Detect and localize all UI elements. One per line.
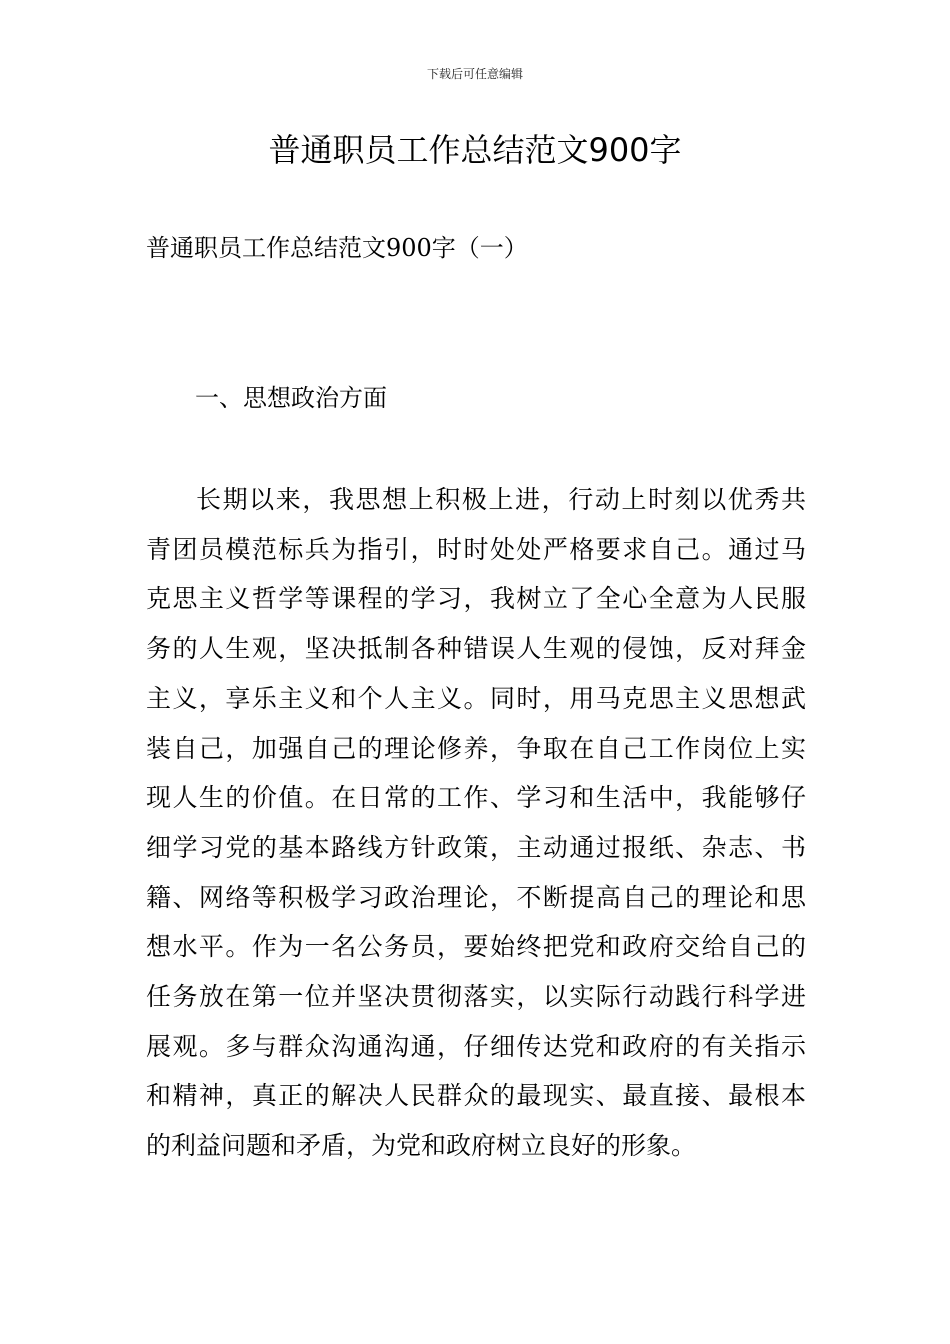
document-subtitle: 普通职员工作总结范文900字（一） [146,234,528,262]
body-paragraph [146,475,806,1171]
paragraph-line: 细学习党的基本路线方针政策，主动通过报纸、杂志、书 [146,832,806,862]
paragraph-line: 克思主义哲学等课程的学习，我树立了全心全意为人民服 [146,584,806,614]
paragraph-line: 青团员模范标兵为指引，时时处处严格要求自己。通过马 [146,534,806,564]
paragraph-line: 务的人生观，坚决抵制各种错误人生观的侵蚀，反对拜金 [146,634,806,664]
paragraph-line: 的利益问题和矛盾，为党和政府树立良好的形象。 [146,1131,697,1161]
document-title: 普通职员工作总结范文900字 [268,131,682,169]
paragraph-line: 现人生的价值。在日常的工作、学习和生活中，我能够仔 [146,783,806,813]
paragraph-line: 主义，享乐主义和个人主义。同时，用马克思主义思想武 [146,683,806,713]
header-note: 下载后可任意编辑 [426,67,523,81]
paragraph-line: 任务放在第一位并坚决贯彻落实，以实际行动践行科学进 [146,982,806,1012]
paragraph-line: 想水平。作为一名公务员，要始终把党和政府交给自己的 [146,932,806,962]
paragraph-line: 长期以来，我思想上积极上进，行动上时刻以优秀共 [196,485,806,514]
paragraph-line: 装自己，加强自己的理论修养，争取在自己工作岗位上实 [146,733,806,763]
section-heading: 一、思想政治方面 [195,384,387,412]
paragraph-line: 籍、网络等积极学习政治理论，不断提高自己的理论和思 [146,882,806,912]
paragraph-line: 展观。多与群众沟通沟通，仔细传达党和政府的有关指示 [146,1031,806,1061]
paragraph-line: 和精神，真正的解决人民群众的最现实、最直接、最根本 [146,1081,806,1111]
